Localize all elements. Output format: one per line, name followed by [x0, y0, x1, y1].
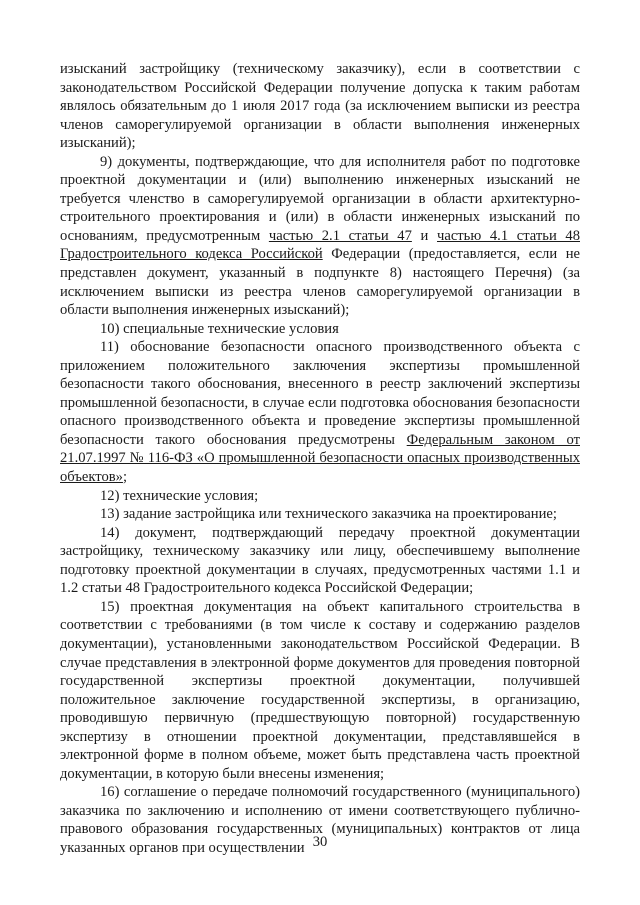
- document-page: [60, 60, 580, 858]
- paragraph-11: [60, 338, 580, 486]
- paragraph-14: 14) документ, подтверждающий передачу проектной документации застройщику, техническому заказчику или лицу, обеспечившему выполнение подготовку проектной документации в случаях, предусмотренных частями 1.1 и 1.2 статьи 48 Градостроительного кодекса Российской Федерации;: [60, 524, 580, 597]
- link-article-48-part-4-1[interactable]: частью 4.1 статьи 48 Градостроительного кодекса Российской: [60, 227, 580, 263]
- paragraph-8-continuation: изысканий застройщику (техническому заказчику), если в соответствии с законодательством Российской Федерации получение допуска к таким работам являлось обязательным до 1 июля 2017 года (за исключением выписки из реестра членов саморегулируемой организации в области выполнения инженерных изысканий);: [60, 61, 580, 152]
- paragraph-9: [60, 153, 580, 320]
- paragraph-9-text-c: Федерации (предоставляется, если не представлен документ, указанный в подпункте 8) настоящего Перечня) (за исключением выписки из реестра членов саморегулируемой организации в области выполнения инженерных изысканий);: [60, 246, 580, 319]
- paragraph-12: 12) технические условия;: [100, 487, 259, 504]
- link-article-47-part-2-1[interactable]: частью 2.1 статьи 47: [268, 227, 412, 244]
- paragraph-9-text-b: и: [411, 227, 437, 244]
- paragraph-11-text-a: 11) обоснование безопасности опасного производственного объекта с приложением положительного заключения экспертизы промышленной безопасности такого обоснования, внесенного в реестр заключений экспертизы промышленной безопасности, в случае если подготовка обоснования безопасности опасного производственного объекта и проведение экспертизы промышленной безопасности такого обоснования предусмотрены: [60, 339, 580, 448]
- paragraph-16: 16) соглашение о передаче полномочий государственного (муниципального) заказчика по заключению и исполнению от имени соответствующего публично-правового образования государственных (муниципальных) контрактов от лица указанных органов при осуществлении: [60, 784, 580, 856]
- paragraph-15: 15) проектная документация на объект капитального строительства в соответствии с требованиями (в том числе к составу и содержанию разделов документации), установленными законодательством Российской Федерации. В случае представления в электронной форме документов для проведения повторной государственной экспертизы проектной документации, получившей положительное заключение государственной экспертизы, в организацию, проводившую первичную (предшествующую повторной) государственную экспертизу в отношении проектной документации, представлявшейся в электронной форме в полном объеме, может быть представлена часть проектной документации, в которую были внесены изменения;: [60, 598, 580, 782]
- paragraph-13: 13) задание застройщика или технического заказчика на проектирование;: [100, 506, 557, 523]
- page-number: 30: [312, 834, 328, 850]
- paragraph-9-text-a: 9) документы, подтверждающие, что для исполнителя работ по подготовке проектной документации и (или) выполнению инженерных изысканий не требуется членство в саморегулируемой организации в области архитектурно-строительного проектирования и (или) в области инженерных изысканий по основаниям, предусмотренным: [60, 153, 580, 244]
- paragraph-11-text-b: ;: [122, 469, 128, 486]
- link-federal-law-116-fz[interactable]: Федеральным законом от 21.07.1997 № 116-ФЗ «О промышленной безопасности опасных производственных объектов»: [60, 431, 580, 486]
- paragraph-10: 10) специальные технические условия: [100, 320, 339, 337]
